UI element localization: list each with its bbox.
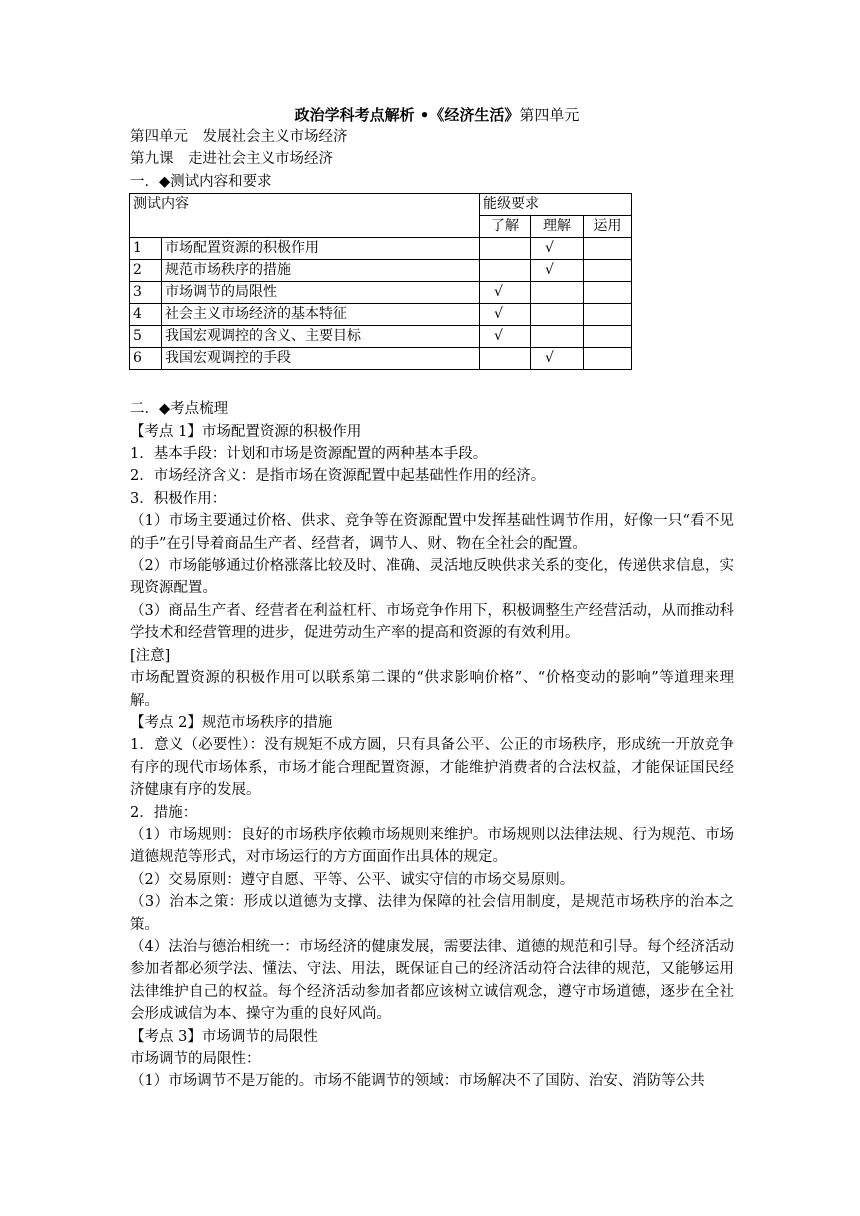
paragraph: （1）市场调节不是万能的。市场不能调节的领域：市场解决不了国防、治安、消防等公共: [130, 1073, 705, 1090]
table-row: [130, 348, 632, 370]
row-topic: 规范市场秩序的措施: [162, 260, 480, 282]
section-heading-1: 一．◆测试内容和要求: [130, 173, 272, 190]
title-tail: 第四单元: [519, 106, 580, 124]
row-number: 6: [130, 348, 162, 370]
paragraph: 3．积极作用：: [130, 490, 227, 507]
title-bold: 政治学科考点解析 •《经济生活》: [294, 106, 520, 124]
row-level-a: √: [480, 304, 531, 326]
table-header-row: [130, 194, 632, 216]
document-page: [130, 104, 734, 1093]
paragraph: （1）市场主要通过价格、供求、竞争等在资源配置中发挥基础性调节作用，好像一只“看不见的手”在引导着商品生产者、经营者，调节人、财、物在全社会的配置。: [130, 513, 734, 552]
paragraph: 1．基本手段：计划和市场是资源配置的两种基本手段。: [130, 446, 488, 463]
row-level-a: √: [480, 282, 531, 304]
header-level: 能级要求: [480, 194, 632, 216]
row-number: 1: [130, 238, 162, 260]
row-level-c: [584, 348, 632, 370]
row-level-c: [584, 238, 632, 260]
paragraph: 市场调节的局限性：: [130, 1051, 261, 1067]
paragraph: （4）法治与德治相统一：市场经济的健康发展，需要法律、道德的规范和引导。每个经济活动参加者都必须学法、懂法、守法、用法，既保证自己的经济活动符合法律的规范，又能够运用法律维护自己的权益。每个经济活动参加者都应该树立诚信观念，遵守市场道德，逐步在全社会形成诚信为本、操守为重的良好风尚。: [130, 938, 734, 1023]
note-heading: [注意]: [130, 647, 171, 664]
row-level-c: [584, 282, 632, 304]
paragraph: （2）交易原则：遵守自愿、平等、公平、诚实守信的市场交易原则。: [130, 871, 575, 888]
row-number: 3: [130, 282, 162, 304]
row-level-a: [480, 348, 531, 370]
paragraph: 市场配置资源的积极作用可以联系第二课的“供求影响价格”、“价格变动的影响”等道理来理解。: [130, 670, 734, 709]
table-row: [130, 238, 632, 260]
section-heading-2: 二．◆考点梳理: [130, 401, 229, 418]
level-understand: 了解: [480, 216, 531, 238]
row-level-b: √: [531, 348, 584, 370]
row-level-b: [531, 326, 584, 348]
paragraph: 1．意义（必要性）：没有规矩不成方圆，只有具备公平、公正的市场秩序，形成统一开放竞争有序的现代市场体系，市场才能合理配置资源，才能维护消费者的合法权益，才能保证国民经济健康有序的发展。: [130, 737, 734, 799]
row-level-c: [584, 260, 632, 282]
level-comprehend: 理解: [531, 216, 584, 238]
document-title: [140, 104, 734, 126]
row-level-b: [531, 304, 584, 326]
row-topic: 我国宏观调控的含义、主要目标: [162, 326, 480, 348]
row-level-b: √: [531, 238, 584, 260]
paragraph: 2．市场经济含义：是指市场在资源配置中起基础性作用的经济。: [130, 468, 546, 485]
paragraph: （3）治本之策：形成以道德为支撑、法律为保障的社会信用制度，是规范市场秩序的治本之策。: [130, 894, 734, 933]
table-row: [130, 260, 632, 282]
paragraph: （3）商品生产者、经营者在利益杠杆、市场竞争作用下，积极调整生产经营活动，从而推动科学技术和经营管理的进步，促进劳动生产率的提高和资源的有效利用。: [130, 602, 734, 642]
paragraph: （1）市场规则：良好的市场秩序依赖市场规则来维护。市场规则以法律法规、行为规范、市场道德规范等形式，对市场运行的方方面面作出具体的规定。: [130, 826, 734, 866]
row-level-b: [531, 282, 584, 304]
row-number: 4: [130, 304, 162, 326]
kaodian-2-heading: 【考点 2】规范市场秩序的措施: [130, 714, 333, 731]
row-number: 2: [130, 260, 162, 282]
row-level-a: [480, 260, 531, 282]
row-level-a: √: [480, 326, 531, 348]
row-number: 5: [130, 326, 162, 348]
spacer: [130, 370, 734, 398]
kaodian-3-heading: 【考点 3】市场调节的局限性: [130, 1028, 318, 1045]
table-row: [130, 304, 632, 326]
row-topic: 市场配置资源的积极作用: [162, 238, 480, 260]
table-row: [130, 282, 632, 304]
lesson-heading: 第九课 走进社会主义市场经济: [130, 151, 333, 168]
kaodian-1-heading: 【考点 1】市场配置资源的积极作用: [130, 423, 362, 440]
unit-heading: 第四单元 发展社会主义市场经济: [130, 129, 348, 145]
paragraph: （2）市场能够通过价格涨落比较及时、准确、灵活地反映供求关系的变化，传递供求信息，实现资源配置。: [130, 558, 734, 597]
row-topic: 我国宏观调控的手段: [162, 348, 480, 370]
level-apply: 运用: [584, 216, 632, 238]
row-level-c: [584, 326, 632, 348]
row-topic: 社会主义市场经济的基本特征: [162, 304, 480, 326]
row-topic: 市场调节的局限性: [162, 282, 480, 304]
requirements-table: [129, 193, 632, 370]
table-row: [130, 326, 632, 348]
row-level-c: [584, 304, 632, 326]
paragraph: 2．措施：: [130, 804, 198, 821]
header-content: 测试内容: [130, 194, 480, 238]
row-level-a: [480, 238, 531, 260]
row-level-b: √: [531, 260, 584, 282]
